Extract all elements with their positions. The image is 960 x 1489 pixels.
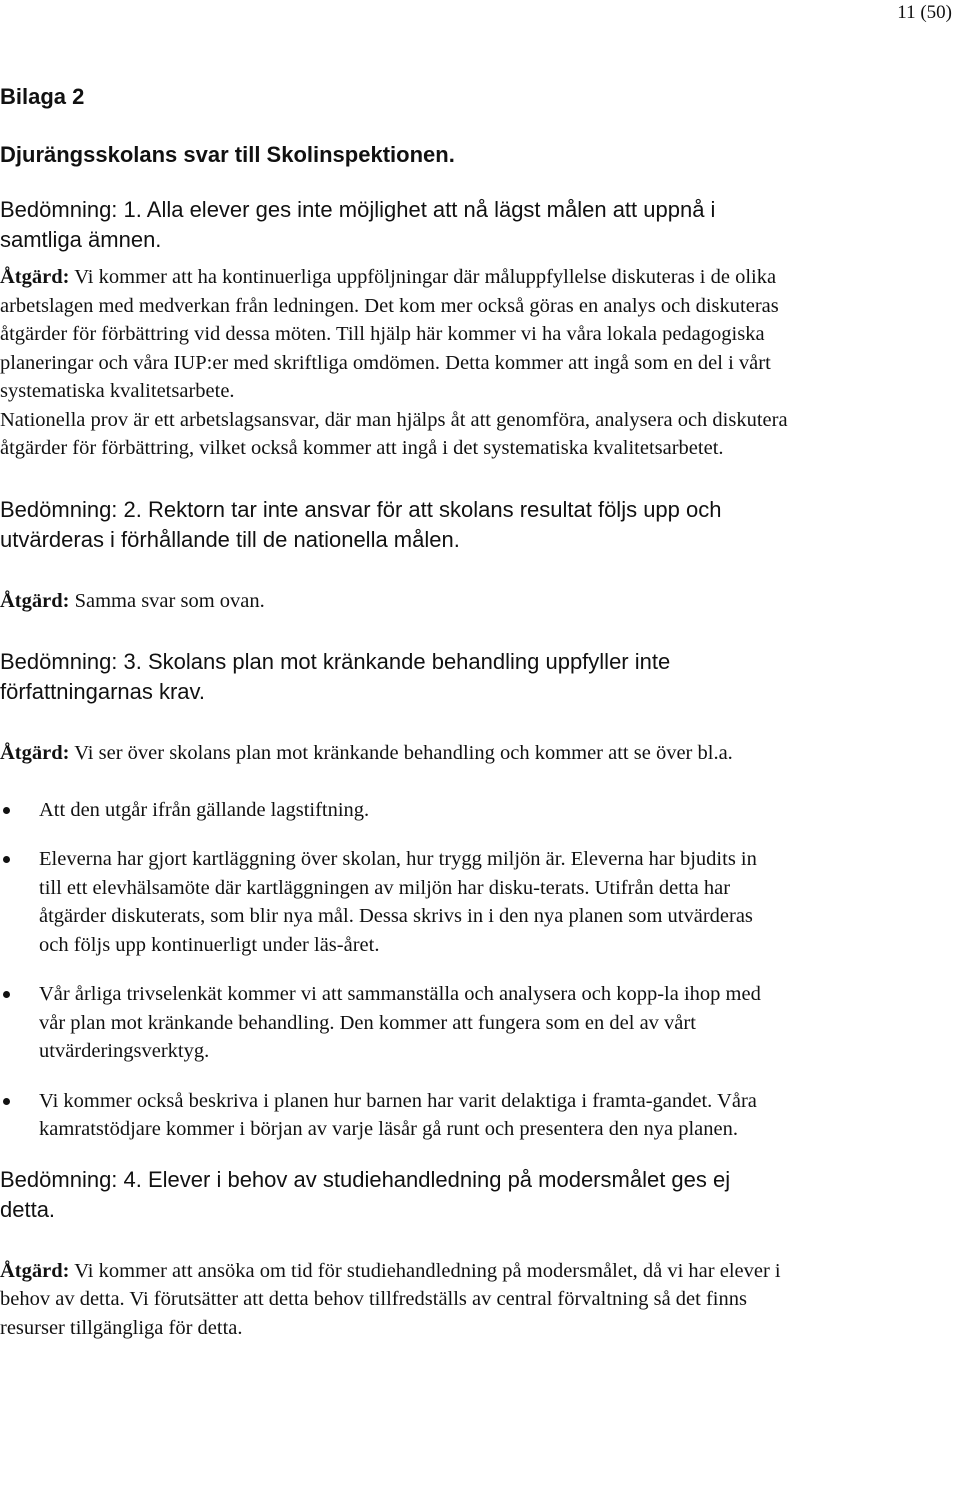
list-item	[0, 845, 784, 959]
action-2-text: Samma svar som ovan.	[69, 589, 265, 612]
assessment-4: Bedömning: 4. Elever i behov av studiehandledning på modersmålet ges ej detta.	[0, 1166, 731, 1222]
list-item	[0, 1087, 784, 1144]
action-1-extra: Nationella prov är ett arbetslagsansvar, där man hjälps åt att genomföra, analysera och diskutera åtgärder för förbättring, vilket också kommer att ingå i det systematiska kvalitetsarbetet.	[0, 408, 788, 459]
bullet-icon	[3, 807, 10, 814]
action-4	[0, 1257, 790, 1343]
action-4-text: Vi kommer att ansöka om tid för studiehandledning på modersmålet, då vi har elever i behov av detta. Vi förutsätter att detta behov tillfredställs av central förvaltning så det finns resurser tillgängliga för detta.	[0, 1259, 781, 1339]
bullet-icon	[3, 1098, 10, 1105]
action-1	[0, 263, 790, 406]
assessment-2: Bedömning: 2. Rektorn tar inte ansvar för att skolans resultat följs upp och utvärderas i förhållande till de nationella målen.	[0, 496, 722, 552]
action-2	[0, 587, 790, 616]
assessment-3: Bedömning: 3. Skolans plan mot kränkande behandling uppfyller inte författningarnas krav.	[0, 649, 671, 704]
appendix-heading: Bilaga 2	[0, 84, 85, 109]
document-title: Djurängsskolans svar till Skolinspektionen.	[0, 142, 455, 167]
bullet-icon	[3, 991, 10, 998]
page-number: 11 (50)	[897, 2, 952, 23]
list-item-text: Eleverna har gjort kartläggning över skolan, hur trygg miljön är. Eleverna har bjudits in till ett elevhälsamöte där kartläggningen av miljön har disku-terats. Utifrån detta har åtgärder diskuterats, som blir nya mål. Dessa skrivs in i den nya planen som utvärderas och följs upp kontinuerligt under läs-året.	[39, 848, 757, 956]
action-3-text: Vi ser över skolans plan mot kränkande behandling och kommer att se över bl.a.	[69, 742, 733, 764]
action-label: Åtgärd:	[0, 266, 70, 288]
list-item-text: Att den utgår ifrån gällande lagstiftning.	[39, 798, 370, 821]
list-item	[0, 796, 784, 825]
action-3	[0, 739, 790, 768]
action-label: Åtgärd:	[0, 589, 70, 612]
list-item-text: Vi kommer också beskriva i planen hur barnen har varit delaktiga i framta-gandet. Våra kamratstödjare kommer i början av varje läsår gå runt och presentera den nya planen.	[39, 1089, 757, 1140]
document-body	[0, 82, 790, 1342]
list-item	[0, 980, 784, 1066]
action-label: Åtgärd:	[0, 742, 70, 764]
action-1-text: Vi kommer att ha kontinuerliga uppföljningar där måluppfyllelse diskuteras i de olika arbetslagen med medverkan från ledningen. Det kom mer också göras en analys och diskuteras åtgärder för förbättring vid dessa möten. Till hjälp här kommer vi ha våra lokala pedagogiska planeringar och våra IUP:er med skriftliga omdömen. Detta kommer att ingå som en del i vårt systematiska kvalitetsarbete.	[0, 266, 779, 402]
bullet-icon	[3, 856, 10, 863]
action-label: Åtgärd:	[0, 1259, 70, 1282]
list-item-text: Vår årliga trivselenkät kommer vi att sammanställa och analysera och kopp-la ihop med vår plan mot kränkande behandling. Den kommer att fungera som en del av vårt utvärderingsverktyg.	[39, 983, 761, 1062]
action-3-bullet-list	[0, 796, 790, 1144]
assessment-1: Bedömning: 1. Alla elever ges inte möjlighet att nå lägst målen att uppnå i samtliga ämnen.	[0, 197, 716, 252]
